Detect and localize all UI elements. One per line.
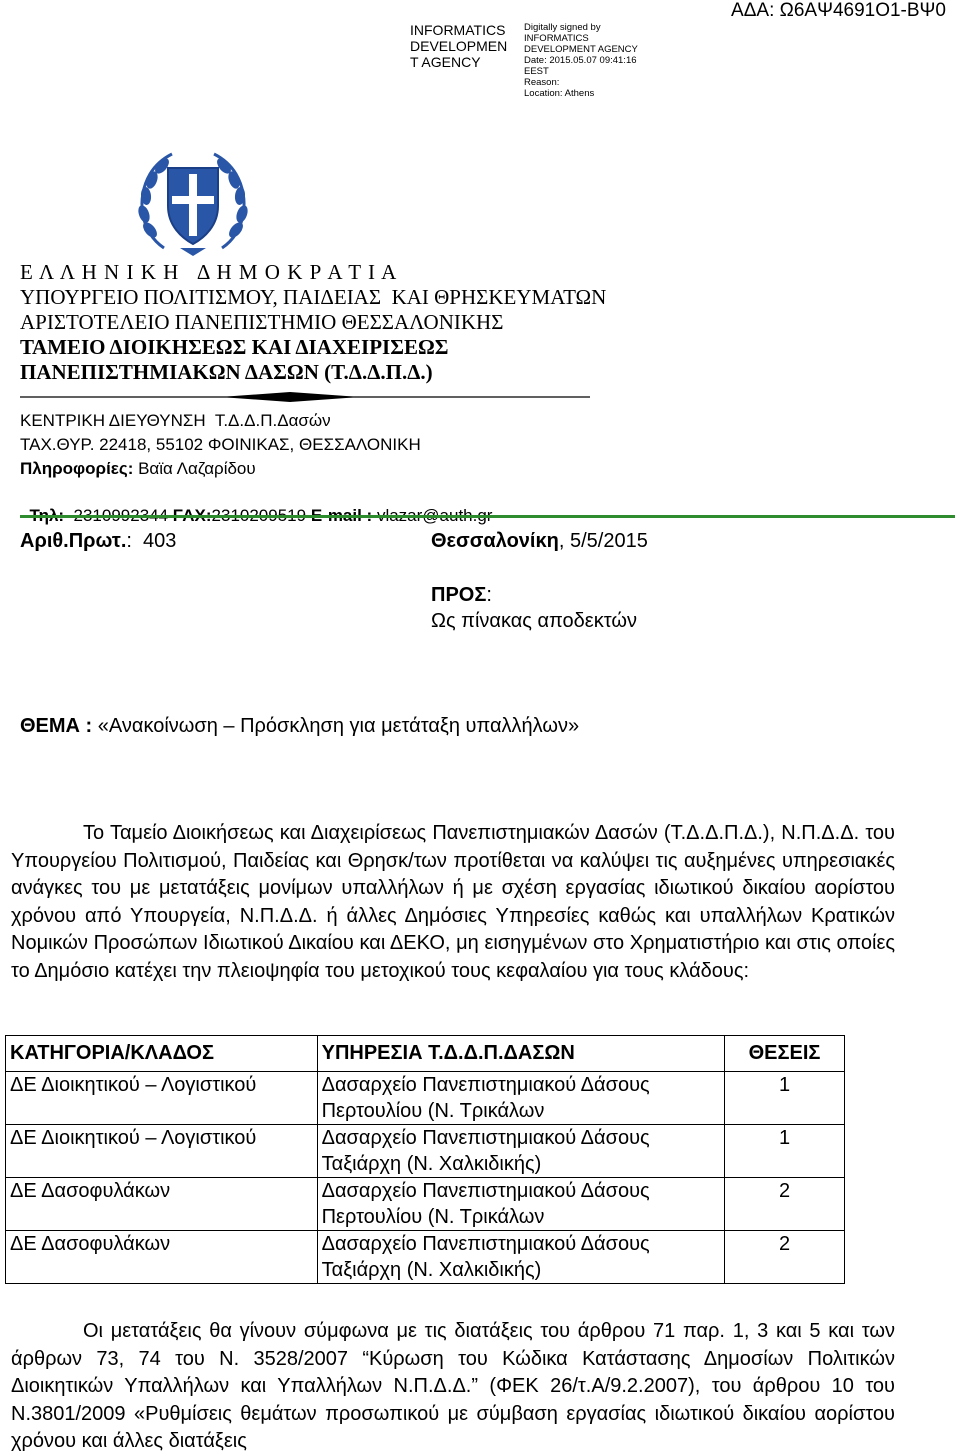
contact-directorate: ΚΕΝΤΡΙΚΗ ΔΙΕΥΘΥΝΣΗ Τ.Δ.Δ.Π.Δασών	[20, 411, 331, 430]
category-cell: ΔΕ Δασοφυλάκων	[6, 1231, 318, 1284]
table-header-cell: ΥΠΗΡΕΣΙΑ Τ.Δ.Δ.Π.ΔΑΣΩΝ	[317, 1036, 724, 1072]
service-line: Ταξιάρχη (Ν. Χαλκιδικής)	[321, 1153, 542, 1175]
table-row	[6, 1231, 845, 1284]
table-row	[6, 1072, 845, 1125]
signature-details	[524, 22, 644, 99]
category-cell: ΔΕ Δασοφυλάκων	[6, 1178, 318, 1231]
table-row	[6, 1178, 845, 1231]
greek-emblem-icon	[134, 144, 252, 262]
table-header-row	[6, 1036, 845, 1072]
signature-detail: Reason:	[524, 77, 560, 88]
header-fund-line1: ΤΑΜΕΙΟ ΔΙΟΙΚΗΣΕΩΣ ΚΑΙ ΔΙΑΧΕΙΡΙΣΕΩΣ	[20, 335, 449, 359]
service-line: Δασαρχείο Πανεπιστημιακού Δάσους	[321, 1233, 650, 1255]
subject-label: ΘΕΜΑ :	[20, 715, 98, 737]
ada-code: ΑΔΑ: Ω6ΑΨ4691Ο1-ΒΨ0	[731, 0, 946, 21]
service-cell	[317, 1231, 724, 1284]
signature-detail: Digitally signed by	[524, 22, 601, 33]
header-fund-line2: ΠΑΝΕΠΙΣΤΗΜΙΑΚΩΝ ΔΑΣΩΝ (Τ.Δ.Δ.Π.Δ.)	[20, 360, 433, 384]
category-cell: ΔΕ Διοικητικού – Λογιστικού	[6, 1072, 318, 1125]
signer-name	[410, 22, 520, 70]
contact-phone-line	[20, 483, 492, 527]
signature-detail: INFORMATICS	[524, 33, 589, 44]
recipient-heading	[431, 584, 492, 607]
contact-divider	[20, 515, 955, 518]
positions-cell: 2	[725, 1231, 845, 1284]
header-ministry: ΥΠΟΥΡΓΕΙΟ ΠΟΛΙΤΙΣΜΟΥ, ΠΑΙΔΕΙΑΣ ΚΑΙ ΘΡΗΣΚΕΥΜΑΤΩΝ	[20, 285, 607, 309]
signature-detail: Date: 2015.05.07 09:41:16	[524, 55, 637, 66]
signature-block	[410, 22, 640, 99]
signature-detail: Location: Athens	[524, 88, 595, 99]
service-line: Περτουλίου (Ν. Τρικάλων	[321, 1206, 545, 1228]
protocol-number: : 403	[126, 530, 177, 552]
table-row	[6, 1125, 845, 1178]
service-cell	[317, 1072, 724, 1125]
recipient-colon: :	[486, 584, 492, 606]
service-cell	[317, 1178, 724, 1231]
service-line: Ταξιάρχη (Ν. Χαλκιδικής)	[321, 1259, 542, 1281]
subject-text: «Ανακοίνωση – Πρόσκληση για μετάταξη υπαλλήλων»	[97, 715, 580, 737]
table-header-cell: ΘΕΣΕΙΣ	[725, 1036, 845, 1072]
header-republic: Ε Λ Λ Η Ν Ι Κ Η Δ Η Μ Ο Κ Ρ Α Τ Ι Α	[20, 260, 398, 284]
closing-paragraph: Οι μετατάξεις θα γίνουν σύμφωνα με τις διατάξεις του άρθρου 71 παρ. 1, 3 και 5 και των άρθρων 73, 74 του Ν. 3528/2007 “Κύρωση του Κώδικα Κατάστασης Δημοσίων Πολιτικών Διοικητικών Υπαλλήλων και Υπαλλήλων Ν.Π.Δ.Δ.” (ΦΕΚ 26/τ.Α/9.2.2007), του άρθρου 10 του Ν.3801/2009 «Ρυθμίσεις θεμάτων προσωπικού με σύμβαση εργασίας ιδιωτικού δικαίου αορίστου χρόνου και άλλες διατάξεις	[11, 1320, 895, 1452]
service-line: Δασαρχείο Πανεπιστημιακού Δάσους	[321, 1180, 650, 1202]
positions-cell: 1	[725, 1125, 845, 1178]
positions-cell: 1	[725, 1072, 845, 1125]
header-university: ΑΡΙΣΤΟΤΕΛΕΙΟ ΠΑΝΕΠΙΣΤΗΜΙΟ ΘΕΣΣΑΛΟΝΙΚΗΣ	[20, 310, 504, 334]
signer-line: T AGENCY	[410, 54, 481, 70]
header-divider	[20, 390, 590, 404]
info-value: Βαϊα Λαζαρίδου	[133, 459, 256, 478]
document-date: , 5/5/2015	[558, 530, 648, 552]
service-line: Δασαρχείο Πανεπιστημιακού Δάσους	[321, 1074, 650, 1096]
protocol-label: Αριθ.Πρωτ.	[20, 530, 127, 552]
category-cell: ΔΕ Διοικητικού – Λογιστικού	[6, 1125, 318, 1178]
signer-line: INFORMATICS	[410, 22, 506, 38]
positions-table	[5, 1035, 845, 1284]
signature-detail: EEST	[524, 66, 549, 77]
table-header-cell: ΚΑΤΗΓΟΡΙΑ/ΚΛΑΔΟΣ	[6, 1036, 318, 1072]
info-label: Πληροφορίες:	[20, 459, 134, 478]
date-line	[431, 530, 648, 553]
signer-line: DEVELOPMEN	[410, 38, 508, 54]
subject-line	[20, 715, 579, 738]
positions-cell: 2	[725, 1178, 845, 1231]
contact-info-line	[20, 458, 256, 480]
body-paragraph: Το Ταμείο Διοικήσεως και Διαχειρίσεως Πανεπιστημιακών Δασών (Τ.Δ.Δ.Π.Δ.), Ν.Π.Δ.Δ. του Υπουργείου Πολιτισμού, Παιδείας και Θρησκ/των προτίθεται να καλύψει τις αυξημένες υπηρεσιακές ανάγκες του με μετατάξεις μονίμων υπαλλήλων ή με σχέση εργασίας ιδιωτικού δικαίου αορίστου χρόνου από Υπουργεία, Ν.Π.Δ.Δ. ή άλλες Δημόσιες Υπηρεσίες καθώς και υπαλλήλων Κρατικών Νομικών Προσώπων Ιδιωτικού Δικαίου και ΔΕΚΟ, μη εισηγμένων στο Χρηματιστήριο και στις οποίες το Δημόσιο κατέχει την πλειοψηφία του μετοχικού τους κεφαλαίου για τους κλάδους:	[11, 822, 895, 982]
signature-detail: DEVELOPMENT AGENCY	[524, 44, 638, 55]
recipient-value: Ως πίνακας αποδεκτών	[431, 610, 637, 632]
contact-address: ΤΑΧ.ΘΥΡ. 22418, 55102 ΦΟΙΝΙΚΑΣ, ΘΕΣΣΑΛΟΝΙΚΗ	[20, 435, 421, 454]
service-cell	[317, 1125, 724, 1178]
service-line: Περτουλίου (Ν. Τρικάλων	[321, 1100, 545, 1122]
protocol-line	[20, 530, 176, 553]
city-label: Θεσσαλονίκη	[431, 530, 559, 552]
recipient-label: ΠΡΟΣ	[431, 584, 487, 606]
service-line: Δασαρχείο Πανεπιστημιακού Δάσους	[321, 1127, 650, 1149]
